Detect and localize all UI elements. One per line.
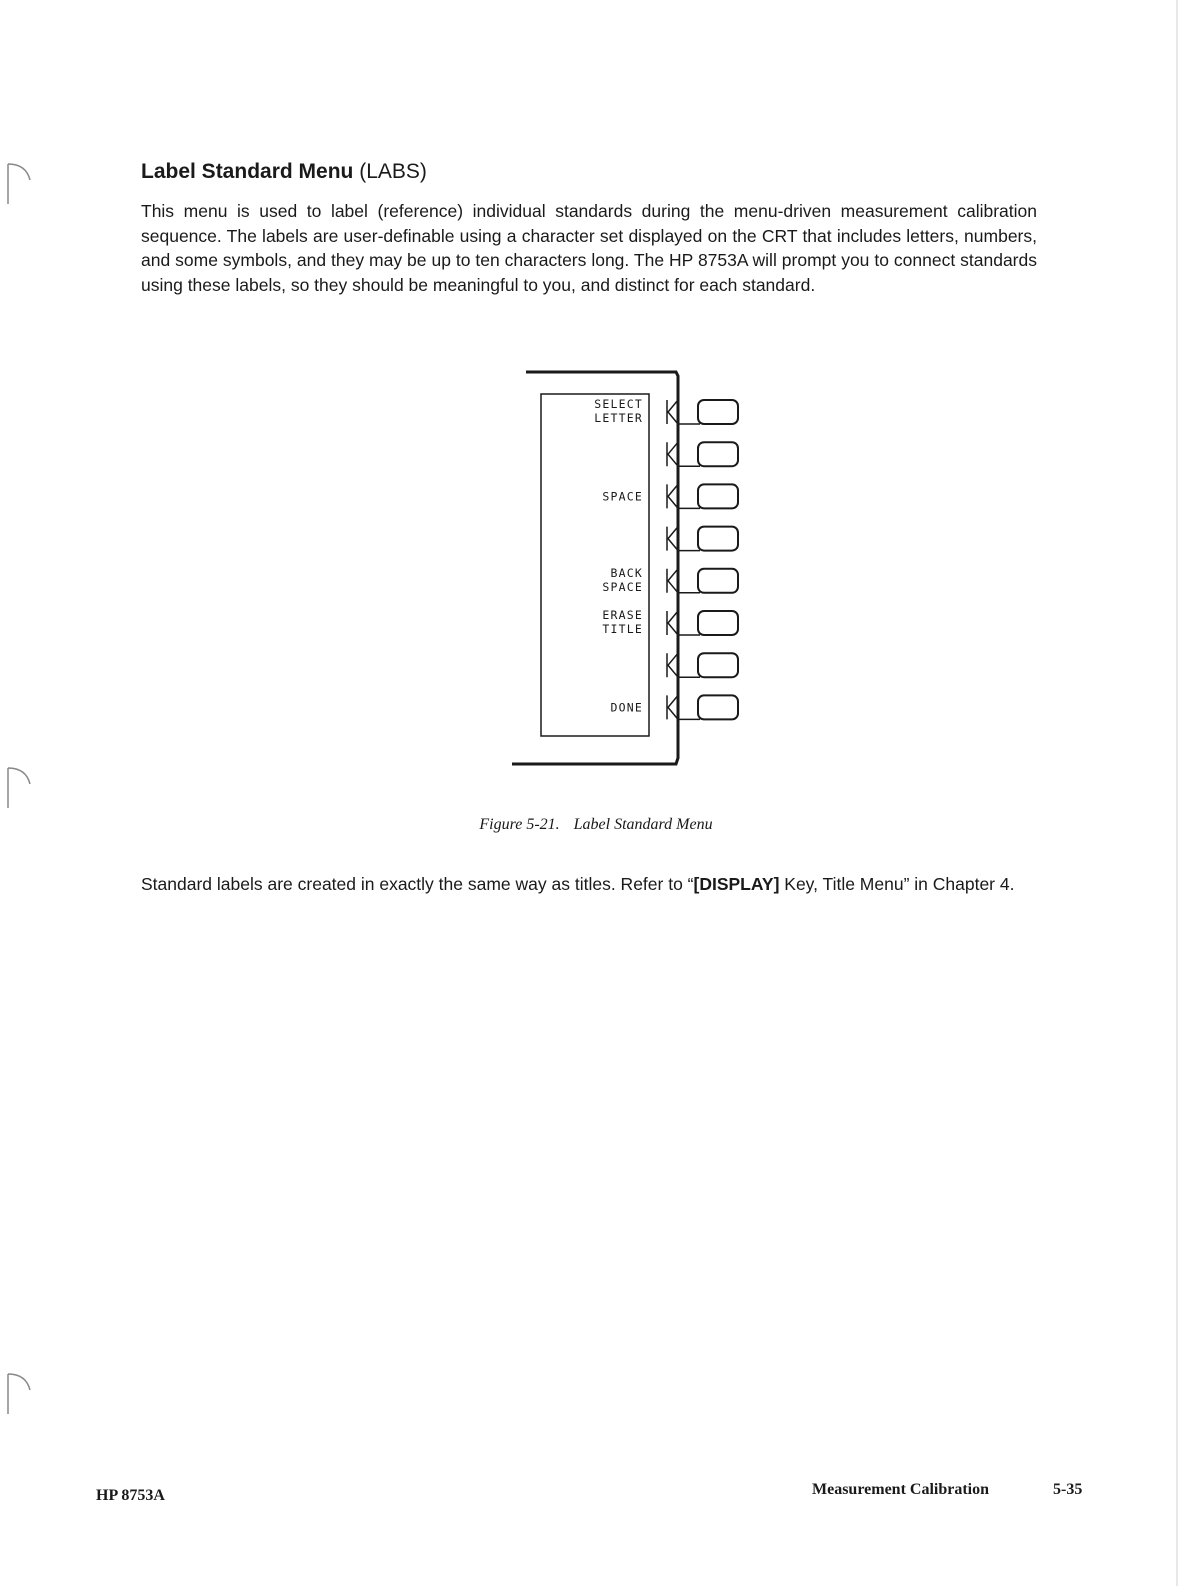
binder-hole-mark bbox=[4, 160, 34, 206]
softkey-pointer bbox=[667, 611, 678, 635]
softkey-button-4[interactable] bbox=[698, 527, 738, 551]
closing-text-before: Standard labels are created in exactly the same way as titles. Refer to “ bbox=[141, 874, 694, 894]
closing-paragraph bbox=[141, 872, 1037, 897]
footer-model: HP 8753A bbox=[96, 1487, 165, 1504]
softkey-menu-diagram bbox=[500, 362, 760, 772]
softkey-pointer bbox=[667, 653, 678, 677]
instrument-bezel bbox=[512, 372, 678, 764]
softkey-pointer bbox=[667, 484, 678, 508]
softkey-label-5-line1: BACK bbox=[610, 565, 643, 580]
softkey-label-1-line2: LETTER bbox=[594, 411, 643, 425]
figure-caption bbox=[0, 816, 1192, 834]
figure-title: Label Standard Menu bbox=[573, 816, 713, 833]
softkey-label-6-line1: ERASE bbox=[602, 608, 643, 622]
softkey-button-6[interactable] bbox=[698, 611, 738, 635]
softkey-pointer bbox=[667, 695, 678, 719]
softkey-button-8[interactable] bbox=[698, 695, 738, 719]
softkey-button-5[interactable] bbox=[698, 569, 738, 593]
softkeys-group bbox=[594, 397, 738, 719]
figure-number: Figure 5-21. bbox=[479, 816, 560, 833]
softkey-label-5-line2: SPACE bbox=[602, 579, 643, 594]
softkey-label-8-line1: DONE bbox=[610, 700, 643, 715]
softkey-button-1[interactable] bbox=[698, 400, 738, 424]
softkey-label-3-line1: SPACE bbox=[602, 489, 643, 504]
softkey-pointer bbox=[667, 569, 678, 593]
intro-paragraph: This menu is used to label (reference) individual standards during the menu-driven measurement calibration sequence. The labels are user-definable using a character set displayed on the CRT that includes letters, numbers, and some symbols, and they may be up to ten characters long. The HP 8753A will prompt you to connect standards using these labels, so they should be meaningful to you, and distinct for each standard. bbox=[141, 201, 1037, 295]
binder-hole-mark bbox=[4, 1370, 34, 1416]
softkey-pointer bbox=[667, 527, 678, 551]
section-code: (LABS) bbox=[359, 160, 427, 183]
page-edge bbox=[1176, 0, 1178, 1586]
section-title: Label Standard Menu bbox=[141, 160, 354, 183]
softkey-label-6-line2: TITLE bbox=[602, 622, 643, 636]
display-key-reference: [DISPLAY] bbox=[693, 874, 780, 894]
softkey-pointer bbox=[667, 400, 678, 424]
softkey-button-2[interactable] bbox=[698, 442, 738, 466]
footer-section: Measurement Calibration bbox=[812, 1481, 990, 1498]
softkey-label-1-line1: SELECT bbox=[594, 397, 643, 411]
softkey-button-7[interactable] bbox=[698, 653, 738, 677]
section-heading bbox=[141, 158, 427, 186]
softkey-button-3[interactable] bbox=[698, 484, 738, 508]
closing-text-after: Key, Title Menu” in Chapter 4. bbox=[779, 874, 1015, 894]
binder-hole-mark bbox=[4, 764, 34, 810]
footer-page-number: 5-35 bbox=[1053, 1481, 1083, 1498]
softkey-pointer bbox=[667, 442, 678, 466]
